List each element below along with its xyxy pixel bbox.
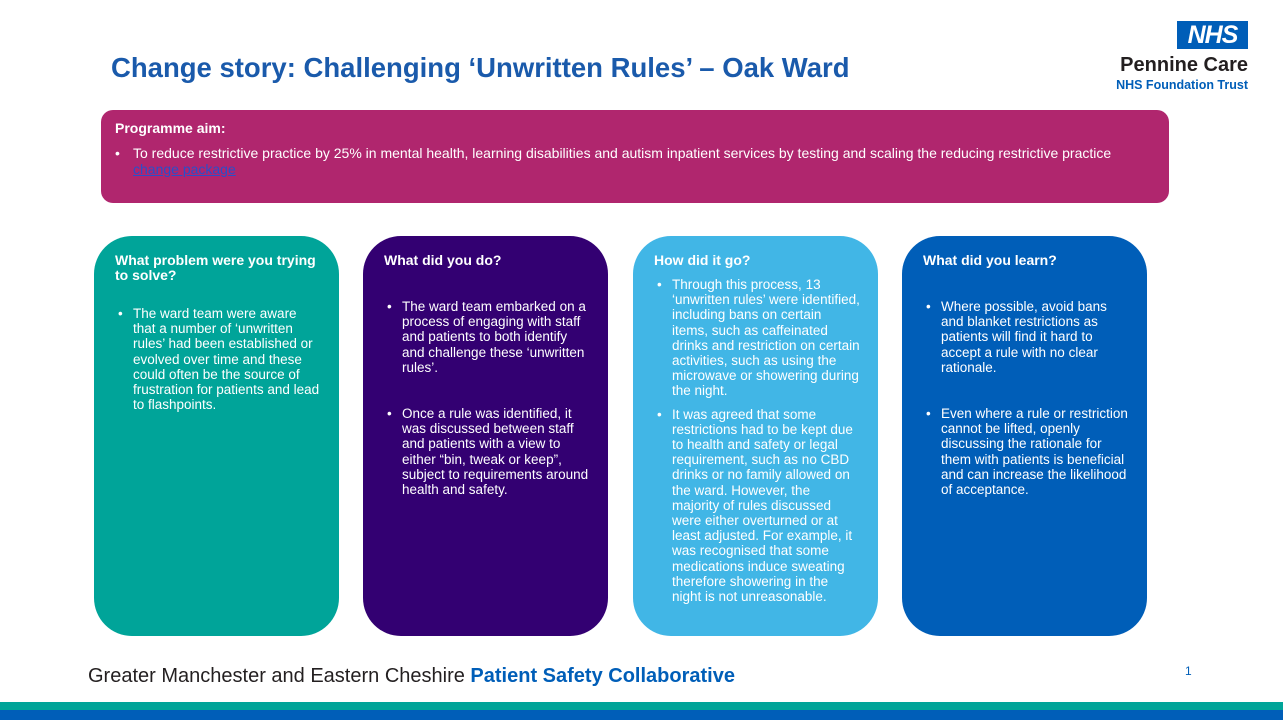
card-bullet: • Even where a rule or restriction cannot be lifted, openly discussing the rationale for them with patients is beneficial and can increase the likelihood of acceptance. bbox=[923, 406, 1129, 497]
aim-bullet bbox=[115, 145, 1155, 177]
nhs-logo: NHS bbox=[1177, 21, 1248, 49]
org-subtitle: NHS Foundation Trust bbox=[1116, 78, 1248, 92]
card-learning bbox=[902, 236, 1147, 636]
card-bullets bbox=[115, 306, 321, 412]
footer bbox=[88, 665, 735, 688]
card-bullets bbox=[384, 299, 590, 497]
footer-bar-teal bbox=[0, 702, 1283, 710]
card-actions bbox=[363, 236, 608, 636]
card-bullets bbox=[654, 277, 860, 604]
card-bullet: • Where possible, avoid bans and blanket restrictions as patients will find it hard to accept a rule with no clear rationale. bbox=[923, 299, 1129, 375]
card-bullet: • It was agreed that some restrictions had to be kept due to health and safety or legal requirement, such as no CBD drinks or no family allowed on the ward. However, the majority of rules discussed were either overturned or at least adjusted. For example, it was recognised that some medications induce sweating therefore showering in the night is not unreasonable. bbox=[654, 407, 860, 605]
page-title: Change story: Challenging ‘Unwritten Rules’ – Oak Ward bbox=[111, 52, 850, 83]
card-heading: What did you learn? bbox=[923, 252, 1057, 268]
page-number: 1 bbox=[1185, 664, 1192, 678]
card-outcome bbox=[633, 236, 878, 636]
programme-aim-box bbox=[101, 110, 1169, 203]
card-heading: How did it go? bbox=[654, 252, 751, 268]
footer-bar-blue bbox=[0, 710, 1283, 720]
card-bullet: • Once a rule was identified, it was discussed between staff and patients with a view to either “bin, tweak or keep”, subject to requirements around health and safety. bbox=[384, 406, 590, 497]
card-heading: What problem were you trying to solve? bbox=[115, 252, 316, 283]
card-heading: What did you do? bbox=[384, 252, 502, 268]
footer-accent: Patient Safety Collaborative bbox=[470, 665, 735, 687]
card-bullet: • The ward team embarked on a process of engaging with staff and patients to both identify and challenge these ‘unwritten rules’. bbox=[384, 299, 590, 375]
footer-text: Greater Manchester and Eastern Cheshire bbox=[88, 665, 465, 687]
card-problem bbox=[94, 236, 339, 636]
change-package-link[interactable]: change package bbox=[133, 161, 236, 177]
card-bullets bbox=[923, 299, 1129, 497]
bullet-icon: • bbox=[115, 145, 120, 161]
aim-heading: Programme aim: bbox=[115, 120, 226, 136]
card-bullet: • Through this process, 13 ‘unwritten rules’ were identified, including bans on certain items, such as caffeinated drinks and restriction on certain activities, such as using the microwave or showering during the night. bbox=[654, 277, 860, 399]
aim-text: To reduce restrictive practice by 25% in mental health, learning disabilities and autism inpatient services by testing and scaling the reducing restrictive practice bbox=[133, 145, 1112, 161]
card-bullet: • The ward team were aware that a number of ‘unwritten rules’ had been established or evolved over time and these could often be the source of frustration for patients and lead to flashpoints. bbox=[115, 306, 321, 412]
org-name: Pennine Care bbox=[1120, 54, 1248, 76]
